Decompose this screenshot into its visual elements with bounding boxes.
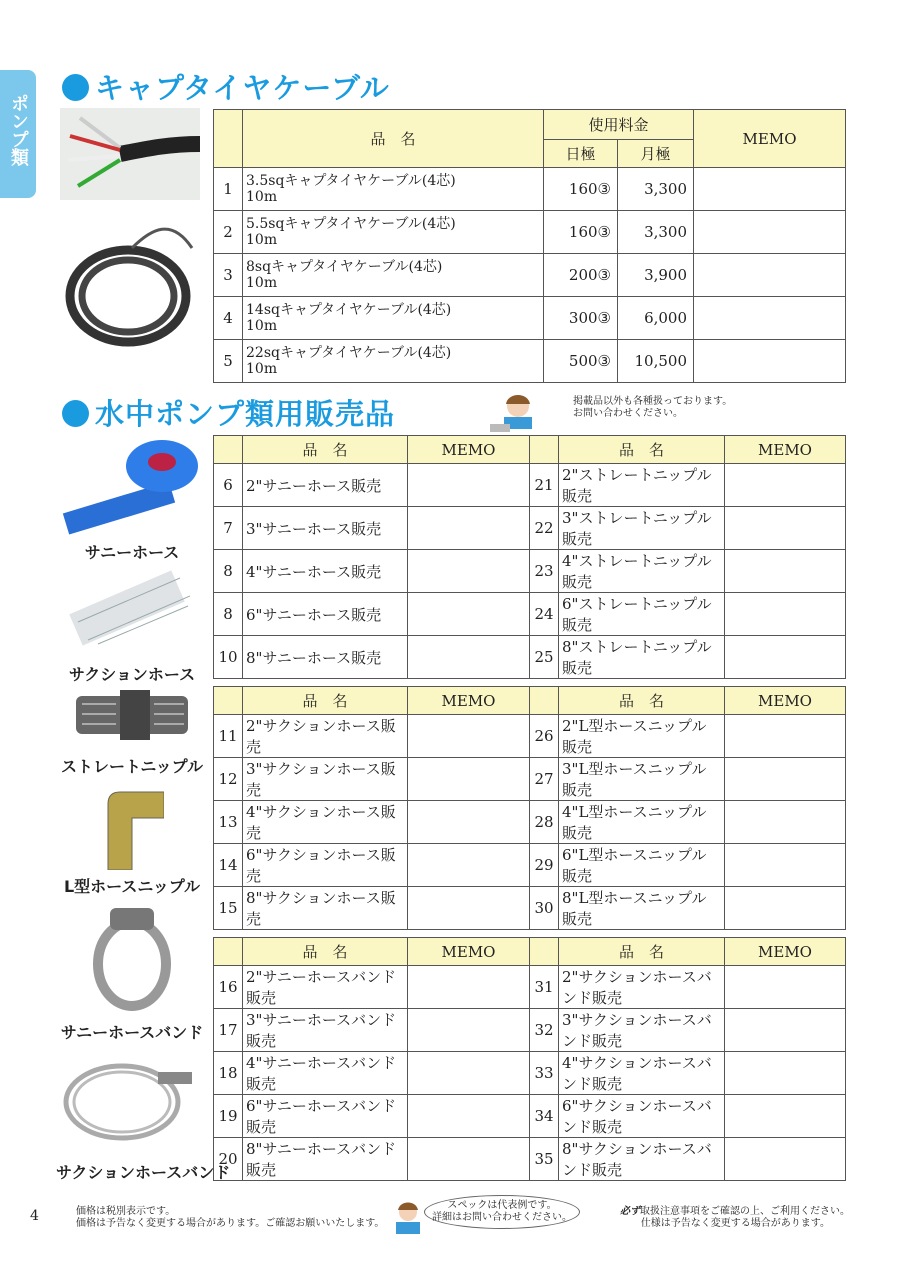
product-name: 3"サクションホース販売 — [243, 758, 408, 801]
row-number: 28 — [530, 801, 559, 844]
product-name: 3"サニーホース販売 — [243, 507, 408, 550]
product-name: 8"サクションホース販売 — [243, 887, 408, 930]
table-row — [214, 715, 846, 758]
table-header-row — [214, 938, 846, 966]
col-header-price: 使用料金 — [544, 110, 694, 140]
sunny-hose-photo — [62, 432, 202, 536]
product-name: 4"L型ホースニップル販売 — [559, 801, 725, 844]
caption-sunny-hose-band: サニーホースバンド — [60, 1023, 204, 1042]
cable-coil-photo — [62, 208, 198, 348]
row-number: 25 — [530, 636, 559, 679]
product-name-cell: 8sqキャプタイヤケーブル(4芯) 10m — [243, 254, 544, 297]
memo-cell — [408, 758, 530, 801]
product-name: 4"サクションホースバンド販売 — [559, 1052, 725, 1095]
product-name: 6"L型ホースニップル販売 — [559, 844, 725, 887]
col-header-day: 日極 — [544, 140, 618, 168]
row-number: 14 — [214, 844, 243, 887]
table-row — [214, 211, 846, 254]
table-row — [214, 254, 846, 297]
day-price: 500③ — [544, 340, 618, 383]
memo-cell — [694, 211, 846, 254]
memo-cell — [725, 758, 846, 801]
row-number: 8 — [214, 550, 243, 593]
straight-nipple-photo — [76, 690, 188, 740]
day-price: 300③ — [544, 297, 618, 340]
operator-illustration-small — [388, 1198, 428, 1240]
table-row — [214, 168, 846, 211]
row-number: 15 — [214, 887, 243, 930]
product-name: 8"サニーホースバンド販売 — [243, 1138, 408, 1181]
stock-note-line2: お問い合わせください。 — [573, 408, 683, 419]
memo-cell — [408, 1009, 530, 1052]
table-row — [214, 340, 846, 383]
memo-cell — [408, 636, 530, 679]
side-tab-label: ポンプ類 — [8, 94, 29, 166]
row-number: 31 — [530, 966, 559, 1009]
row-number: 20 — [214, 1138, 243, 1181]
month-price: 3,300 — [618, 211, 694, 254]
row-number: 29 — [530, 844, 559, 887]
row-number: 10 — [214, 636, 243, 679]
month-price: 6,000 — [618, 297, 694, 340]
table-row — [214, 1138, 846, 1181]
month-price: 10,500 — [618, 340, 694, 383]
product-name: 2"ストレートニップル販売 — [559, 464, 725, 507]
table-row — [214, 966, 846, 1009]
product-name: 3"ストレートニップル販売 — [559, 507, 725, 550]
memo-cell — [694, 254, 846, 297]
sales-table — [213, 686, 846, 930]
col-header-memo: MEMO — [694, 110, 846, 168]
memo-cell — [408, 801, 530, 844]
col-header-name: 品 名 — [559, 687, 725, 715]
row-number: 16 — [214, 966, 243, 1009]
memo-cell — [725, 887, 846, 930]
row-number: 26 — [530, 715, 559, 758]
table-header-row — [214, 687, 846, 715]
l-nipple-photo — [88, 784, 164, 870]
memo-cell — [408, 844, 530, 887]
row-number: 21 — [530, 464, 559, 507]
product-name: 6"サクションホースバンド販売 — [559, 1095, 725, 1138]
product-name: 2"サニーホース販売 — [243, 464, 408, 507]
memo-cell — [408, 550, 530, 593]
row-number: 12 — [214, 758, 243, 801]
memo-cell — [694, 340, 846, 383]
side-tab — [0, 70, 36, 198]
page-number: 4 — [30, 1208, 39, 1224]
row-number: 6 — [214, 464, 243, 507]
table-row — [214, 801, 846, 844]
memo-cell — [408, 1095, 530, 1138]
col-header-month: 月極 — [618, 140, 694, 168]
memo-cell — [408, 715, 530, 758]
row-number: 23 — [530, 550, 559, 593]
product-name: 2"サクションホースバンド販売 — [559, 966, 725, 1009]
product-name: 2"サクションホース販売 — [243, 715, 408, 758]
sales-table — [213, 435, 846, 679]
table-row — [214, 758, 846, 801]
row-number: 13 — [214, 801, 243, 844]
caption-suction-hose-band: サクションホースバンド — [56, 1163, 231, 1182]
memo-cell — [725, 1095, 846, 1138]
memo-cell — [725, 550, 846, 593]
col-header-name: 品 名 — [243, 110, 544, 168]
table-row — [214, 1052, 846, 1095]
memo-cell — [725, 636, 846, 679]
product-name: 8"サクションホースバンド販売 — [559, 1138, 725, 1181]
footer-left-note: 価格は税別表示です。 価格は予告なく変更する場合があります。ご確認お願いいたします。 — [76, 1206, 385, 1229]
suction-hose-photo — [68, 570, 190, 646]
product-name: 2"L型ホースニップル販売 — [559, 715, 725, 758]
product-name-cell: 14sqキャプタイヤケーブル(4芯) 10m — [243, 297, 544, 340]
product-name: 8"L型ホースニップル販売 — [559, 887, 725, 930]
row-number: 24 — [530, 593, 559, 636]
bullet-icon — [62, 74, 89, 101]
memo-cell — [408, 1052, 530, 1095]
day-price: 160③ — [544, 211, 618, 254]
month-price: 3,300 — [618, 168, 694, 211]
month-price: 3,900 — [618, 254, 694, 297]
row-number: 33 — [530, 1052, 559, 1095]
col-header-name: 品 名 — [243, 436, 408, 464]
suction-hose-band-photo — [58, 1052, 196, 1152]
memo-cell — [408, 1138, 530, 1181]
product-name: 4"サニーホース販売 — [243, 550, 408, 593]
footer-right-note: 必ず取扱注意事項をご確認の上、ご利用ください。 仕様は予告なく変更する場合があります。 — [620, 1206, 850, 1229]
product-name: 6"サニーホース販売 — [243, 593, 408, 636]
product-name: 4"サニーホースバンド販売 — [243, 1052, 408, 1095]
col-header-name: 品 名 — [559, 436, 725, 464]
row-number: 11 — [214, 715, 243, 758]
product-name: 6"サクションホース販売 — [243, 844, 408, 887]
table-row — [214, 507, 846, 550]
caption-suction-hose: サクションホース — [68, 665, 196, 684]
memo-cell — [408, 887, 530, 930]
col-header-name: 品 名 — [243, 687, 408, 715]
memo-cell — [725, 1009, 846, 1052]
row-number: 35 — [530, 1138, 559, 1181]
col-header-memo: MEMO — [725, 436, 846, 464]
memo-cell — [408, 507, 530, 550]
memo-cell — [408, 966, 530, 1009]
table-row — [214, 636, 846, 679]
product-name: 2"サニーホースバンド販売 — [243, 966, 408, 1009]
table-row — [214, 887, 846, 930]
operator-illustration — [490, 390, 546, 432]
day-price: 200③ — [544, 254, 618, 297]
memo-cell — [694, 297, 846, 340]
col-header-memo: MEMO — [725, 938, 846, 966]
col-header-memo: MEMO — [408, 436, 530, 464]
section-title-cable: キャプタイヤケーブル — [62, 66, 390, 107]
col-header-name: 品 名 — [243, 938, 408, 966]
row-number: 22 — [530, 507, 559, 550]
section-title-sales: 水中ポンプ類用販売品 — [62, 392, 395, 433]
row-number: 1 — [214, 168, 243, 211]
product-name: 3"サニーホースバンド販売 — [243, 1009, 408, 1052]
day-price: 160③ — [544, 168, 618, 211]
product-name: 3"L型ホースニップル販売 — [559, 758, 725, 801]
cable-table — [213, 109, 846, 383]
row-number: 30 — [530, 887, 559, 930]
product-name-cell: 3.5sqキャプタイヤケーブル(4芯) 10m — [243, 168, 544, 211]
sunny-hose-band-photo — [92, 902, 172, 1012]
product-name: 4"サクションホース販売 — [243, 801, 408, 844]
table-row — [214, 1009, 846, 1052]
col-header-memo: MEMO — [408, 938, 530, 966]
table-row — [214, 593, 846, 636]
table-row — [214, 550, 846, 593]
caption-straight-nipple: ストレートニップル — [60, 757, 204, 776]
row-number: 18 — [214, 1052, 243, 1095]
table-header-row — [214, 436, 846, 464]
memo-cell — [725, 715, 846, 758]
row-number: 2 — [214, 211, 243, 254]
row-number: 34 — [530, 1095, 559, 1138]
product-name: 3"サクションホースバンド販売 — [559, 1009, 725, 1052]
product-name-cell: 5.5sqキャプタイヤケーブル(4芯) 10m — [243, 211, 544, 254]
memo-cell — [725, 593, 846, 636]
col-header-memo: MEMO — [408, 687, 530, 715]
row-number: 7 — [214, 507, 243, 550]
product-name: 6"サニーホースバンド販売 — [243, 1095, 408, 1138]
memo-cell — [408, 464, 530, 507]
product-name: 4"ストレートニップル販売 — [559, 550, 725, 593]
product-name: 8"ストレートニップル販売 — [559, 636, 725, 679]
row-number: 17 — [214, 1009, 243, 1052]
row-number: 8 — [214, 593, 243, 636]
row-number: 19 — [214, 1095, 243, 1138]
col-header-memo: MEMO — [725, 687, 846, 715]
row-number: 4 — [214, 297, 243, 340]
col-header-name: 品 名 — [559, 938, 725, 966]
caption-sunny-hose: サニーホース — [84, 543, 180, 562]
bullet-icon — [62, 400, 89, 427]
product-name: 8"サニーホース販売 — [243, 636, 408, 679]
memo-cell — [725, 507, 846, 550]
memo-cell — [408, 593, 530, 636]
table-row — [214, 844, 846, 887]
sales-table — [213, 937, 846, 1181]
stock-note-line1: 掲載品以外も各種扱っております。 — [573, 396, 733, 407]
table-row — [214, 1095, 846, 1138]
product-name: 6"ストレートニップル販売 — [559, 593, 725, 636]
memo-cell — [725, 844, 846, 887]
row-number: 5 — [214, 340, 243, 383]
memo-cell — [725, 1138, 846, 1181]
row-number: 3 — [214, 254, 243, 297]
spec-note-bubble: スペックは代表例です。 詳細はお問い合わせください。 — [424, 1195, 580, 1229]
cable-end-photo — [60, 108, 200, 200]
row-number: 27 — [530, 758, 559, 801]
table-row — [214, 297, 846, 340]
caption-l-nipple: L型ホースニップル — [63, 877, 201, 896]
memo-cell — [725, 801, 846, 844]
memo-cell — [725, 1052, 846, 1095]
product-name-cell: 22sqキャプタイヤケーブル(4芯) 10m — [243, 340, 544, 383]
table-row — [214, 464, 846, 507]
memo-cell — [725, 464, 846, 507]
memo-cell — [725, 966, 846, 1009]
memo-cell — [694, 168, 846, 211]
row-number: 32 — [530, 1009, 559, 1052]
